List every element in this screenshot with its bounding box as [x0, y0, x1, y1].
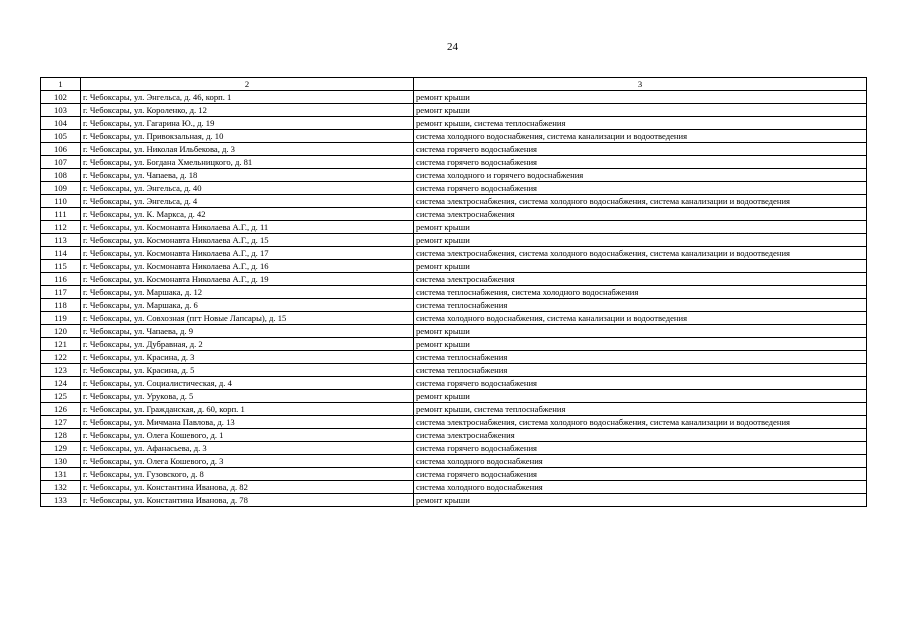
row-number: 115: [41, 260, 81, 273]
row-number: 103: [41, 104, 81, 117]
row-address: г. Чебоксары, ул. Олега Кошевого, д. 3: [81, 455, 414, 468]
row-number: 122: [41, 351, 81, 364]
row-address: г. Чебоксары, ул. Николая Ильбекова, д. 3: [81, 143, 414, 156]
row-address: г. Чебоксары, ул. Космонавта Николаева А.Г., д. 17: [81, 247, 414, 260]
row-work: ремонт крыши: [414, 91, 867, 104]
row-address: г. Чебоксары, ул. Мичмана Павлова, д. 13: [81, 416, 414, 429]
row-work: ремонт крыши: [414, 104, 867, 117]
row-work: ремонт крыши: [414, 260, 867, 273]
table-row: [41, 390, 867, 403]
table-row: [41, 208, 867, 221]
row-address: г. Чебоксары, ул. Урукова, д. 5: [81, 390, 414, 403]
row-address: г. Чебоксары, ул. Маршака, д. 12: [81, 286, 414, 299]
row-address: г. Чебоксары, ул. Гагарина Ю., д. 19: [81, 117, 414, 130]
table-body: [41, 91, 867, 507]
column-header-address: 2: [81, 78, 414, 91]
column-header-number: 1: [41, 78, 81, 91]
row-work: система холодного водоснабжения: [414, 481, 867, 494]
row-work: система холодного и горячего водоснабжения: [414, 169, 867, 182]
row-number: 132: [41, 481, 81, 494]
row-address: г. Чебоксары, ул. Космонавта Николаева А.Г., д. 15: [81, 234, 414, 247]
row-number: 123: [41, 364, 81, 377]
row-number: 117: [41, 286, 81, 299]
table-row: [41, 130, 867, 143]
row-work: система теплоснабжения: [414, 351, 867, 364]
row-address: г. Чебоксары, ул. Константина Иванова, д. 82: [81, 481, 414, 494]
table-row: [41, 494, 867, 507]
row-work: система горячего водоснабжения: [414, 468, 867, 481]
row-number: 104: [41, 117, 81, 130]
row-work: система горячего водоснабжения: [414, 442, 867, 455]
repair-table: [40, 77, 867, 507]
row-number: 114: [41, 247, 81, 260]
row-work: ремонт крыши, система теплоснабжения: [414, 403, 867, 416]
row-number: 129: [41, 442, 81, 455]
header-row: [41, 78, 867, 91]
table-row: [41, 91, 867, 104]
row-number: 108: [41, 169, 81, 182]
row-work: система электроснабжения: [414, 273, 867, 286]
row-number: 125: [41, 390, 81, 403]
row-address: г. Чебоксары, ул. Космонавта Николаева А.Г., д. 11: [81, 221, 414, 234]
row-number: 127: [41, 416, 81, 429]
table-row: [41, 247, 867, 260]
table-row: [41, 312, 867, 325]
table-row: [41, 429, 867, 442]
table-row: [41, 455, 867, 468]
column-header-work: 3: [414, 78, 867, 91]
table-row: [41, 156, 867, 169]
table-row: [41, 286, 867, 299]
table-row: [41, 104, 867, 117]
table-row: [41, 338, 867, 351]
row-number: 112: [41, 221, 81, 234]
row-number: 130: [41, 455, 81, 468]
table-row: [41, 299, 867, 312]
row-number: 119: [41, 312, 81, 325]
row-number: 111: [41, 208, 81, 221]
row-work: система горячего водоснабжения: [414, 156, 867, 169]
row-address: г. Чебоксары, ул. Космонавта Николаева А.Г., д. 19: [81, 273, 414, 286]
row-number: 105: [41, 130, 81, 143]
table-row: [41, 143, 867, 156]
table-row: [41, 260, 867, 273]
row-work: система теплоснабжения: [414, 364, 867, 377]
row-address: г. Чебоксары, ул. Энгельса, д. 40: [81, 182, 414, 195]
row-number: 110: [41, 195, 81, 208]
table-row: [41, 273, 867, 286]
table-header: [41, 78, 867, 91]
page-number: 24: [447, 41, 458, 53]
table-row: [41, 468, 867, 481]
row-work: система теплоснабжения: [414, 299, 867, 312]
row-work: система электроснабжения, система холодного водоснабжения, система канализации и водоотведения: [414, 195, 867, 208]
row-number: 106: [41, 143, 81, 156]
row-address: г. Чебоксары, ул. Олега Кошевого, д. 1: [81, 429, 414, 442]
table-row: [41, 364, 867, 377]
row-work: ремонт крыши: [414, 221, 867, 234]
table-row: [41, 416, 867, 429]
table-row: [41, 377, 867, 390]
row-address: г. Чебоксары, ул. Совхозная (пгт Новые Лапсары), д. 15: [81, 312, 414, 325]
row-number: 109: [41, 182, 81, 195]
row-work: ремонт крыши: [414, 494, 867, 507]
table-row: [41, 481, 867, 494]
row-work: система электроснабжения, система холодного водоснабжения, система канализации и водоотведения: [414, 416, 867, 429]
table-row: [41, 234, 867, 247]
row-address: г. Чебоксары, ул. К. Маркса, д. 42: [81, 208, 414, 221]
table-row: [41, 325, 867, 338]
row-work: ремонт крыши: [414, 338, 867, 351]
row-address: г. Чебоксары, ул. Константина Иванова, д. 78: [81, 494, 414, 507]
row-address: г. Чебоксары, ул. Красина, д. 3: [81, 351, 414, 364]
row-number: 113: [41, 234, 81, 247]
row-work: система холодного водоснабжения, система канализации и водоотведения: [414, 130, 867, 143]
row-address: г. Чебоксары, ул. Чапаева, д. 9: [81, 325, 414, 338]
row-work: система горячего водоснабжения: [414, 182, 867, 195]
row-number: 121: [41, 338, 81, 351]
row-address: г. Чебоксары, ул. Красина, д. 5: [81, 364, 414, 377]
row-address: г. Чебоксары, ул. Чапаева, д. 18: [81, 169, 414, 182]
row-number: 131: [41, 468, 81, 481]
row-work: система холодного водоснабжения, система канализации и водоотведения: [414, 312, 867, 325]
table-row: [41, 351, 867, 364]
row-address: г. Чебоксары, ул. Космонавта Николаева А.Г., д. 16: [81, 260, 414, 273]
row-work: система горячего водоснабжения: [414, 143, 867, 156]
row-work: ремонт крыши, система теплоснабжения: [414, 117, 867, 130]
row-number: 102: [41, 91, 81, 104]
table-row: [41, 442, 867, 455]
row-work: ремонт крыши: [414, 325, 867, 338]
row-address: г. Чебоксары, ул. Маршака, д. 6: [81, 299, 414, 312]
row-number: 116: [41, 273, 81, 286]
row-address: г. Чебоксары, ул. Гражданская, д. 60, корп. 1: [81, 403, 414, 416]
table-row: [41, 182, 867, 195]
row-number: 126: [41, 403, 81, 416]
table-row: [41, 117, 867, 130]
row-number: 128: [41, 429, 81, 442]
row-address: г. Чебоксары, ул. Гузовского, д. 8: [81, 468, 414, 481]
row-work: система холодного водоснабжения: [414, 455, 867, 468]
row-address: г. Чебоксары, ул. Короленко, д. 12: [81, 104, 414, 117]
row-number: 118: [41, 299, 81, 312]
row-address: г. Чебоксары, ул. Дубравная, д. 2: [81, 338, 414, 351]
row-work: система электроснабжения: [414, 208, 867, 221]
table-row: [41, 403, 867, 416]
row-address: г. Чебоксары, ул. Афанасьева, д. 3: [81, 442, 414, 455]
row-work: система горячего водоснабжения: [414, 377, 867, 390]
table-row: [41, 221, 867, 234]
row-number: 133: [41, 494, 81, 507]
row-work: ремонт крыши: [414, 390, 867, 403]
row-address: г. Чебоксары, ул. Энгельса, д. 4: [81, 195, 414, 208]
row-number: 124: [41, 377, 81, 390]
table-row: [41, 195, 867, 208]
row-work: система теплоснабжения, система холодного водоснабжения: [414, 286, 867, 299]
row-work: система электроснабжения, система холодного водоснабжения, система канализации и водоотведения: [414, 247, 867, 260]
row-work: система электроснабжения: [414, 429, 867, 442]
row-number: 120: [41, 325, 81, 338]
row-address: г. Чебоксары, ул. Богдана Хмельницкого, д. 81: [81, 156, 414, 169]
row-address: г. Чебоксары, ул. Энгельса, д. 46, корп. 1: [81, 91, 414, 104]
row-address: г. Чебоксары, ул. Социалистическая, д. 4: [81, 377, 414, 390]
row-number: 107: [41, 156, 81, 169]
row-address: г. Чебоксары, ул. Привокзальная, д. 10: [81, 130, 414, 143]
row-work: ремонт крыши: [414, 234, 867, 247]
table-row: [41, 169, 867, 182]
